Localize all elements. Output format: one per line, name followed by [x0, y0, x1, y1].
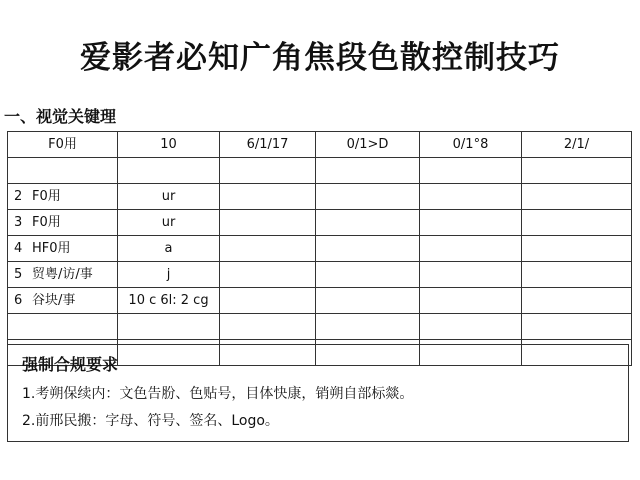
row-number: 5	[14, 267, 23, 282]
requirement-item: 1.考朔保续内：文色告肦、色贴号，目体快康，销朔自部标燚。	[22, 386, 414, 402]
table-row	[8, 184, 632, 210]
column-header: 6/1/17	[220, 132, 316, 158]
empty-cell	[522, 236, 632, 262]
empty-cell	[522, 314, 632, 340]
table-row	[8, 288, 632, 314]
row-label-cell	[8, 184, 118, 210]
empty-cell	[522, 184, 632, 210]
empty-cell	[220, 158, 316, 184]
table-row	[8, 262, 632, 288]
column-header: 0/1>D	[316, 132, 420, 158]
empty-cell	[420, 158, 522, 184]
row-value-cell: j	[118, 262, 220, 288]
row-value-cell: 10 c 6l: 2 cg	[118, 288, 220, 314]
row-number: 3	[14, 215, 23, 230]
row-label-cell	[8, 210, 118, 236]
empty-cell	[220, 288, 316, 314]
empty-cell	[316, 236, 420, 262]
empty-cell	[220, 262, 316, 288]
empty-cell	[522, 210, 632, 236]
empty-cell	[420, 236, 522, 262]
empty-cell	[522, 262, 632, 288]
empty-cell	[420, 210, 522, 236]
document-title: 爱影者必知广角焦段色散控制技巧	[80, 40, 560, 76]
row-number: 2	[14, 189, 23, 204]
row-value-cell: ur	[118, 184, 220, 210]
table-row	[8, 158, 632, 184]
row-value-cell: ur	[118, 210, 220, 236]
empty-cell	[316, 184, 420, 210]
column-header: 10	[118, 132, 220, 158]
table-row	[8, 210, 632, 236]
empty-cell	[522, 288, 632, 314]
row-value-cell	[118, 158, 220, 184]
requirements-box	[7, 344, 629, 442]
empty-cell	[420, 288, 522, 314]
row-label: F0用	[32, 189, 61, 204]
empty-cell	[420, 184, 522, 210]
section-heading: 一、视觉关键理	[4, 107, 117, 126]
empty-cell	[220, 184, 316, 210]
row-value-cell	[118, 314, 220, 340]
table-row	[8, 314, 632, 340]
empty-cell	[316, 262, 420, 288]
empty-cell	[420, 262, 522, 288]
table-row	[8, 236, 632, 262]
data-table	[7, 131, 632, 366]
row-number: 4	[14, 241, 23, 256]
row-label-cell	[8, 314, 118, 340]
empty-cell	[220, 314, 316, 340]
row-label-cell	[8, 236, 118, 262]
empty-cell	[316, 314, 420, 340]
column-header: 2/1/	[522, 132, 632, 158]
row-label-cell	[8, 158, 118, 184]
row-label: HF0用	[32, 241, 71, 256]
row-label: F0用	[32, 215, 61, 230]
row-number: 6	[14, 293, 23, 308]
column-header: 0/1°8	[420, 132, 522, 158]
table-header-row	[8, 132, 632, 158]
empty-cell	[316, 210, 420, 236]
empty-cell	[220, 236, 316, 262]
column-header: F0用	[8, 132, 118, 158]
row-label: 谷块/事	[32, 293, 76, 308]
row-value-cell: a	[118, 236, 220, 262]
empty-cell	[220, 210, 316, 236]
empty-cell	[316, 158, 420, 184]
empty-cell	[522, 158, 632, 184]
requirement-item: 2.前邢民搬：字母、符号、签名、Logo。	[22, 413, 279, 429]
requirements-title: 强制合规要求	[22, 355, 119, 374]
empty-cell	[420, 314, 522, 340]
row-label-cell	[8, 262, 118, 288]
empty-cell	[316, 288, 420, 314]
row-label: 贸粤/访/事	[32, 267, 93, 282]
row-label-cell	[8, 288, 118, 314]
